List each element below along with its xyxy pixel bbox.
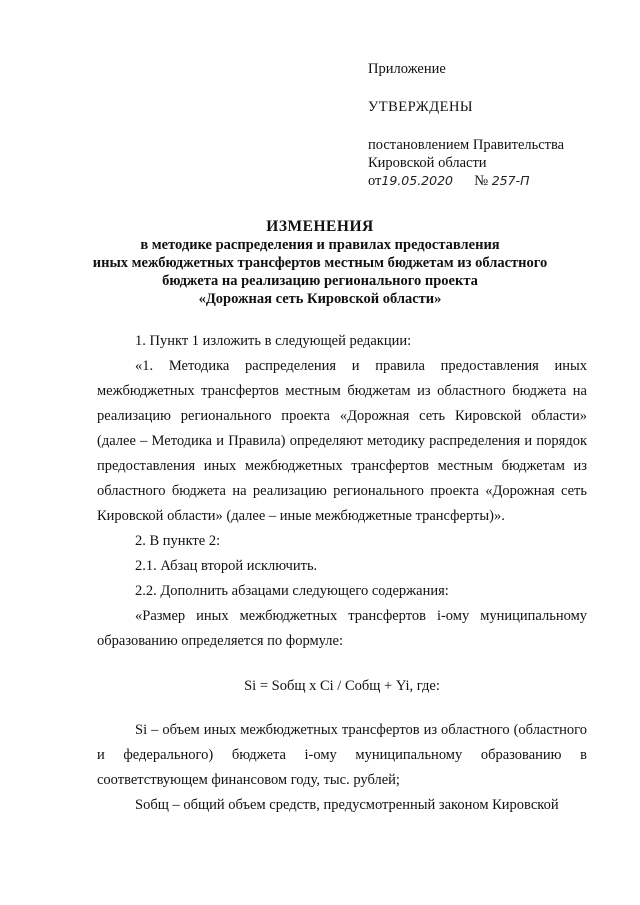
paragraph-1: 1. Пункт 1 изложить в следующей редакции: xyxy=(135,333,412,349)
number-prefix: № xyxy=(474,173,489,189)
approval-block xyxy=(368,60,618,190)
title-main: ИЗМЕНЕНИЯ xyxy=(266,218,374,235)
title-line-3: бюджета на реализацию регионального проекта xyxy=(162,273,478,289)
document-body xyxy=(97,329,587,818)
date-prefix: от xyxy=(368,173,382,189)
appendix-label: Приложение xyxy=(368,61,446,77)
title-line-4: «Дорожная сеть Кировской области» xyxy=(198,291,442,307)
decree-date-line xyxy=(368,172,618,190)
decree-line-2: Кировской области xyxy=(368,155,487,171)
paragraph-7: Si – объем иных межбюджетных трансфертов из областного (областного и федерального) бюджета i-ому муниципальному образованию в соответствующем финансовом году, тыс. рублей; xyxy=(97,722,587,788)
paragraph-5: 2.2. Дополнить абзацами следующего содержания: xyxy=(135,583,449,599)
paragraph-6: «Размер иных межбюджетных трансфертов i-ому муниципальному образованию определяется по формуле: xyxy=(97,608,587,649)
paragraph-2: «1. Методика распределения и правила предоставления иных межбюджетных трансфертов местным бюджетам из областного бюджета на реализацию регионального проекта «Дорожная сеть Кировской области» (далее – Методика и Правила) определяют методику распределения и порядок предоставления иных межбюджетных трансфертов местным бюджетам из областного бюджета на реализацию регионального проекта «Дорожная сеть Кировской области» (далее – иные межбюджетные трансферты)». xyxy=(97,358,587,524)
paragraph-4: 2.1. Абзац второй исключить. xyxy=(135,558,318,574)
paragraph-8: Sобщ – общий объем средств, предусмотренный законом Кировской xyxy=(135,797,559,813)
title-line-1: в методике распределения и правилах предоставления xyxy=(140,237,500,253)
handwritten-number: 257-П xyxy=(491,173,530,188)
handwritten-date: 19.05.2020 xyxy=(381,173,453,188)
document-title xyxy=(70,218,570,308)
decree-line-1: постановлением Правительства xyxy=(368,137,565,153)
title-line-2: иных межбюджетных трансфертов местным бюджетам из областного xyxy=(92,255,548,271)
formula: Si = Sобщ x Ci / Cобщ + Yi, где: xyxy=(244,678,440,694)
paragraph-3: 2. В пункте 2: xyxy=(135,533,221,549)
approved-label: УТВЕРЖДЕНЫ xyxy=(368,99,474,115)
